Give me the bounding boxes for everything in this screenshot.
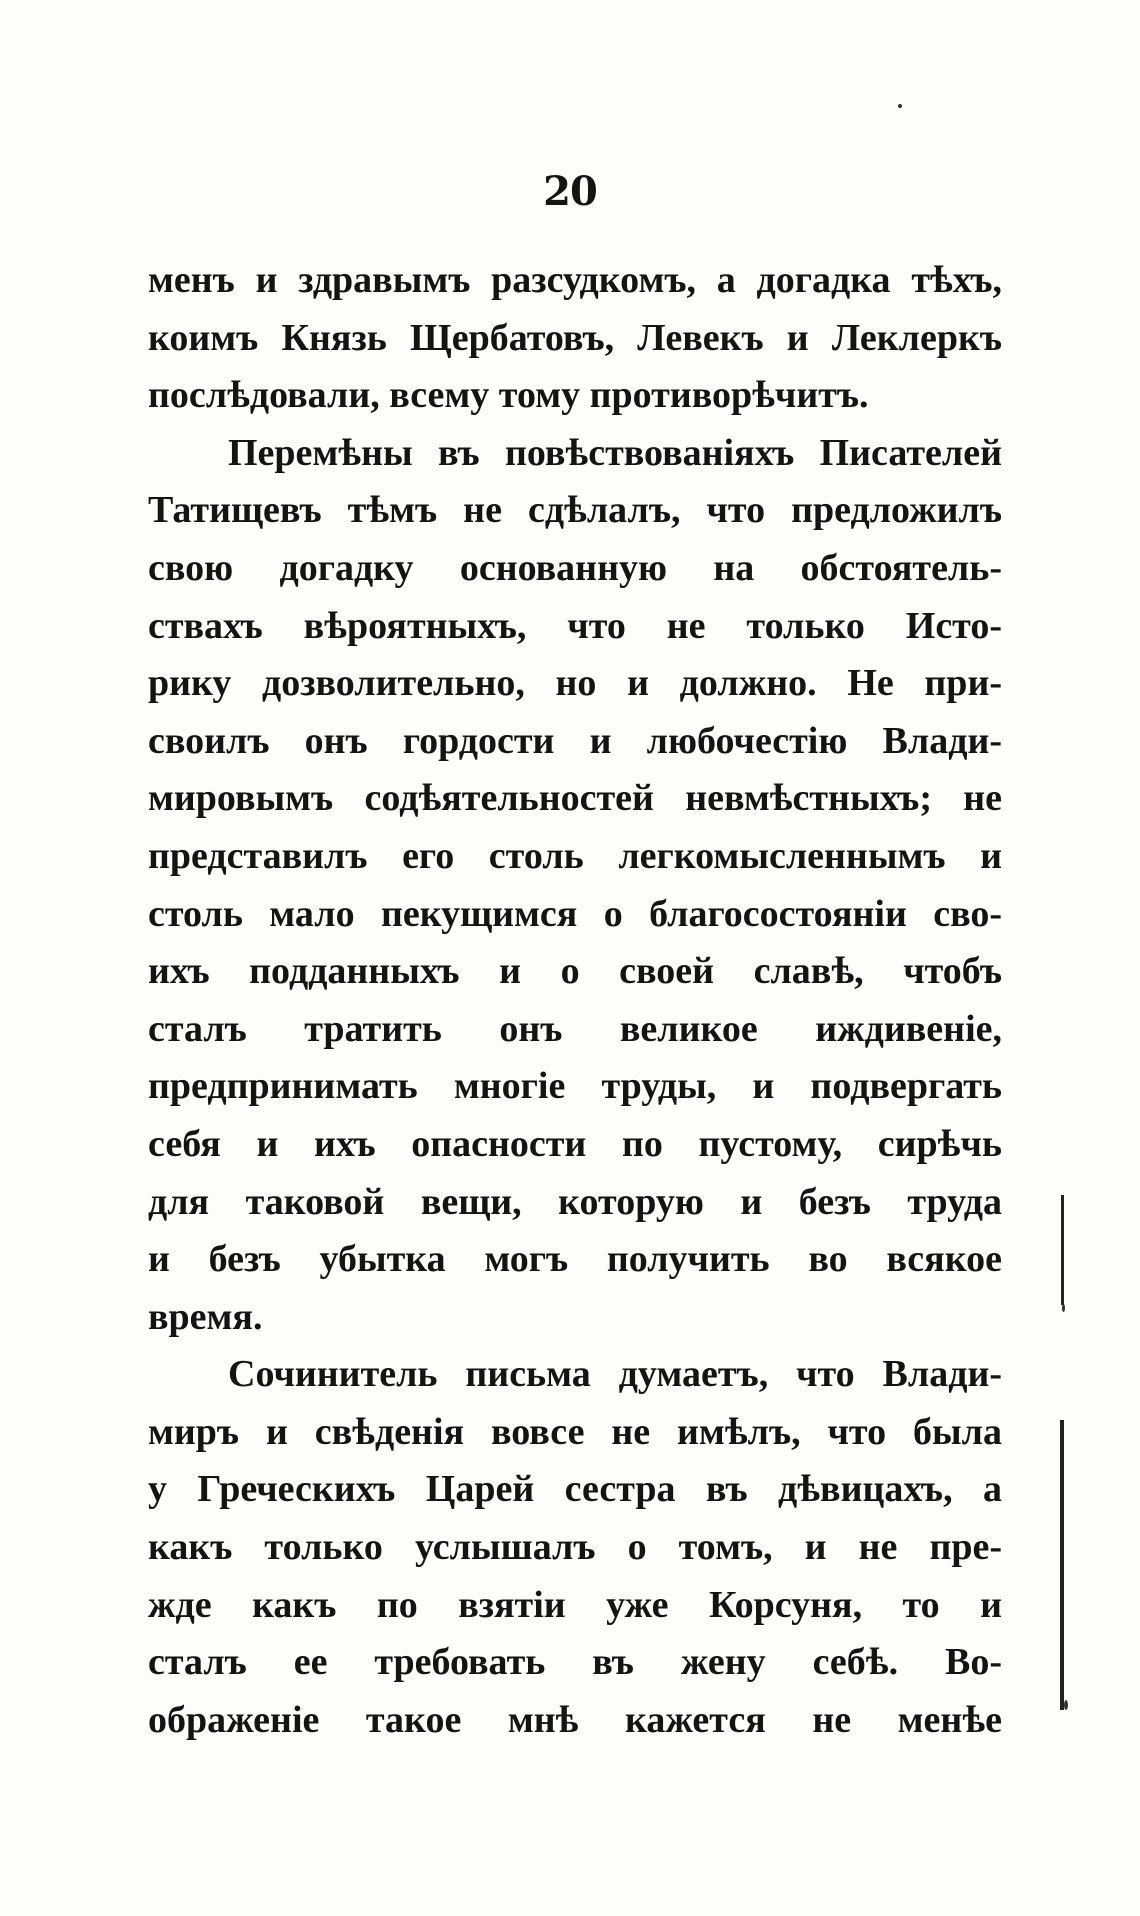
- text-line: и безъ убытка могъ получить во всякое: [148, 1238, 1002, 1281]
- scan-speck: [1062, 1304, 1065, 1312]
- text-line: сталъ ее требовать въ жену себѣ. Во-: [148, 1641, 1002, 1684]
- text-line: для таковой вещи, которую и безъ труда: [148, 1180, 1002, 1223]
- text-line: мировымъ содѣятельностей невмѣстныхъ; не: [148, 777, 1002, 820]
- text-line: ихъ подданныхъ и о своей славѣ, чтобъ: [148, 950, 1002, 993]
- text-line: время.: [148, 1295, 263, 1338]
- text-line: представилъ его столь легкомысленнымъ и: [148, 834, 1002, 877]
- text-line: сталъ тратить онъ великое иждивенiе,: [148, 1007, 1002, 1050]
- text-line: столь мало пекущимся о благосостоянiи сво-: [148, 892, 1002, 935]
- page-number: 20: [543, 168, 597, 215]
- body-text: [148, 252, 1002, 1749]
- margin-scan-line: [1060, 1420, 1064, 1710]
- text-line: Татищевъ тѣмъ не сдѣлалъ, что предложилъ: [148, 489, 1002, 532]
- text-line: жде какъ по взятiи уже Корсуня, то и: [148, 1583, 1002, 1626]
- text-line: послѣдовали, всему тому противорѣчитъ.: [148, 374, 869, 417]
- scan-speck: [1064, 1700, 1068, 1710]
- text-line: свою догадку основанную на обстоятель-: [148, 546, 1002, 589]
- text-line: миръ и свѣденiя вовсе не имѣлъ, что была: [148, 1410, 1002, 1453]
- text-line: предпринимать многiе труды, и подвергать: [148, 1065, 1002, 1108]
- text-line: коимъ Князь Щербатовъ, Левекъ и Леклеркъ: [148, 316, 1002, 359]
- text-line: какъ только услышалъ о томъ, и не пре-: [148, 1526, 1002, 1569]
- text-line: ображенiе такое мнѣ кажется не менѣе: [148, 1698, 1002, 1741]
- paragraph-start-line: Сочинитель письма думаетъ, что Влади-: [228, 1353, 1002, 1396]
- text-line: себя и ихъ опасности по пустому, сирѣчь: [148, 1122, 1002, 1165]
- margin-scan-line: [1061, 1195, 1064, 1305]
- text-line: у Греческихъ Царей сестра въ дѣвицахъ, а: [148, 1468, 1002, 1511]
- text-line: своилъ онъ гордости и любочестiю Влади-: [148, 719, 1002, 762]
- text-line: рику дозволительно, но и должно. Не при-: [148, 662, 1002, 705]
- text-line: менъ и здравымъ разсудкомъ, а догадка тѣхъ,: [148, 259, 1002, 301]
- text-line: ствахъ вѣроятныхъ, что не только Исто-: [148, 604, 1002, 647]
- paragraph-start-line: Перемѣны въ повѣствованiяхъ Писателей: [228, 431, 1002, 474]
- scan-speck: [898, 104, 902, 108]
